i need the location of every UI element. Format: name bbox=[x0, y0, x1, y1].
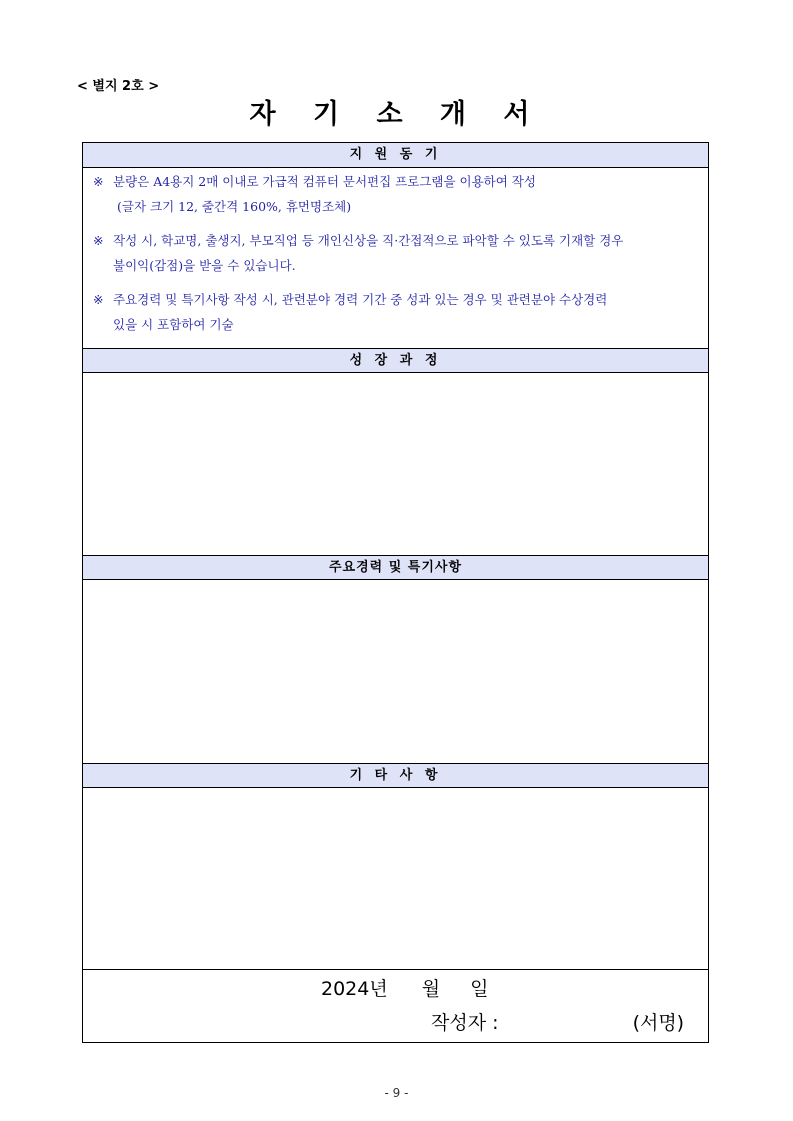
annex-label: < 별지 2호 > bbox=[77, 79, 160, 94]
reference-mark: ※ bbox=[93, 174, 104, 189]
instruction-note bbox=[93, 287, 696, 337]
section-body-other[interactable] bbox=[83, 788, 708, 969]
writer-label: 작성자 : bbox=[431, 1012, 499, 1034]
instruction-line: 작성 시, 학교명, 출생지, 부모직업 등 개인신상을 직·간접적으로 파악할 수 있도록 기재할 경우 bbox=[113, 233, 624, 248]
date-line bbox=[321, 974, 489, 1001]
section-body-career[interactable] bbox=[83, 580, 708, 762]
section-header-motivation: 지 원 동 기 bbox=[83, 143, 708, 168]
instruction-note bbox=[93, 169, 696, 219]
instruction-line: 주요경력 및 특기사항 작성 시, 관련분야 경력 기간 중 성과 있는 경우 및 관련분야 수상경력 bbox=[113, 292, 608, 307]
section-header-growth: 성 장 과 정 bbox=[83, 348, 708, 373]
signature-area bbox=[83, 969, 708, 1042]
section-header-career: 주요경력 및 특기사항 bbox=[83, 555, 708, 580]
date-day[interactable]: 일 bbox=[470, 978, 489, 1000]
instruction-line: 불이익(감점)을 받을 수 있습니다. bbox=[113, 258, 296, 273]
instruction-note bbox=[93, 228, 696, 278]
writer-line bbox=[431, 1008, 684, 1035]
signature-field[interactable]: (서명) bbox=[632, 1012, 685, 1034]
writing-instructions bbox=[93, 169, 696, 337]
reference-mark: ※ bbox=[93, 233, 104, 248]
reference-mark: ※ bbox=[93, 292, 104, 307]
document-title: 자 기 소 개 서 bbox=[249, 99, 544, 130]
date-year: 2024년 bbox=[321, 978, 388, 1000]
instruction-line: 있을 시 포함하여 기술 bbox=[113, 317, 234, 332]
date-month[interactable]: 월 bbox=[421, 978, 441, 1000]
section-header-other: 기 타 사 항 bbox=[83, 763, 708, 788]
section-body-motivation[interactable] bbox=[83, 168, 708, 348]
instruction-line: (글자 크기 12, 줄간격 160%, 휴먼명조체) bbox=[117, 199, 352, 214]
self-introduction-form bbox=[82, 142, 709, 1043]
section-body-growth[interactable] bbox=[83, 373, 708, 555]
page-number: - 9 - bbox=[384, 1086, 409, 1100]
instruction-line: 분량은 A4용지 2매 이내로 가급적 컴퓨터 문서편집 프로그램을 이용하여 작성 bbox=[113, 174, 536, 189]
